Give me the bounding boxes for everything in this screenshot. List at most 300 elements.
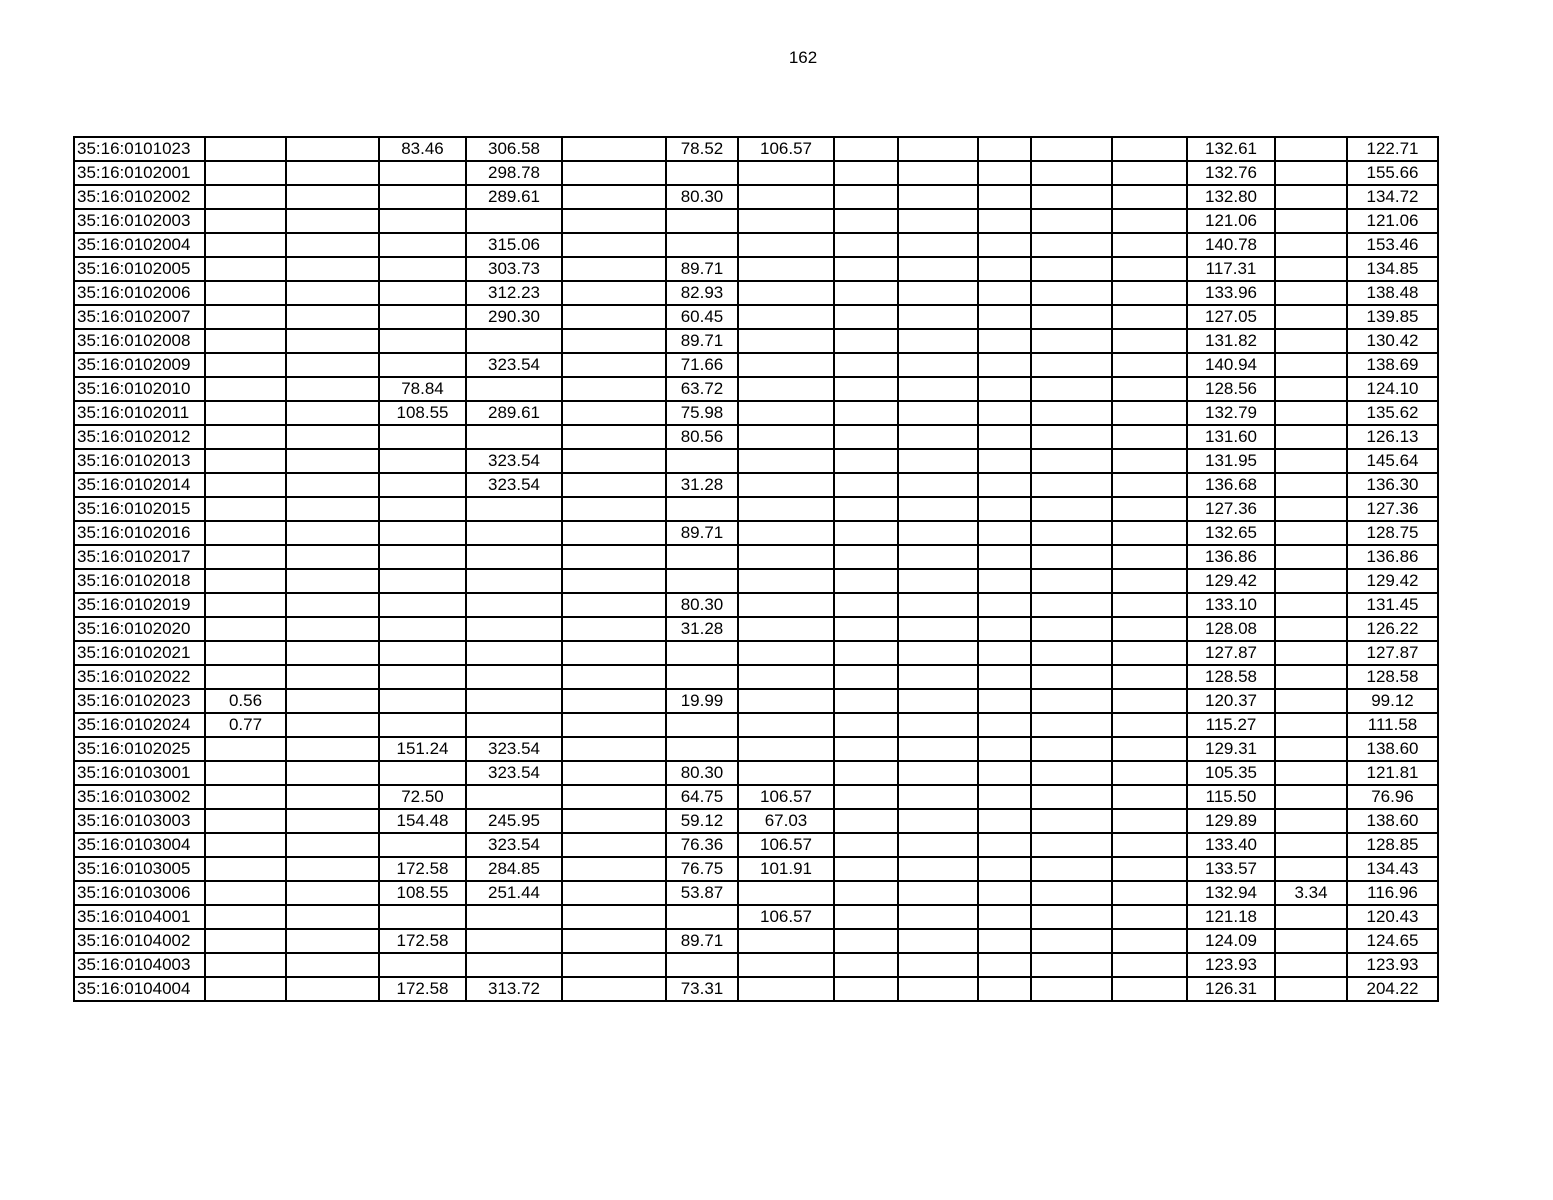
value-cell: 172.58	[379, 857, 466, 881]
value-cell	[1112, 521, 1187, 545]
value-cell: 3.34	[1275, 881, 1347, 905]
value-cell	[562, 641, 666, 665]
value-cell	[1031, 689, 1112, 713]
parcel-id-cell: 35:16:0102003	[74, 209, 205, 233]
table-row	[74, 617, 1438, 641]
parcel-id-cell: 35:16:0102018	[74, 569, 205, 593]
value-cell	[1275, 761, 1347, 785]
value-cell	[898, 929, 978, 953]
value-cell	[666, 737, 738, 761]
table-row	[74, 209, 1438, 233]
value-cell	[978, 833, 1031, 857]
value-cell: 60.45	[666, 305, 738, 329]
value-cell	[1275, 977, 1347, 1001]
value-cell	[738, 569, 834, 593]
value-cell: 124.65	[1347, 929, 1438, 953]
value-cell	[466, 425, 562, 449]
value-cell	[205, 809, 286, 833]
value-cell: 140.78	[1187, 233, 1275, 257]
value-cell	[379, 641, 466, 665]
table-row	[74, 281, 1438, 305]
table-row	[74, 905, 1438, 929]
value-cell	[379, 833, 466, 857]
value-cell: 323.54	[466, 353, 562, 377]
value-cell: 128.58	[1347, 665, 1438, 689]
value-cell	[978, 617, 1031, 641]
table-row	[74, 737, 1438, 761]
value-cell	[834, 329, 898, 353]
value-cell	[898, 449, 978, 473]
parcel-id-cell: 35:16:0102009	[74, 353, 205, 377]
value-cell: 121.18	[1187, 905, 1275, 929]
value-cell	[466, 617, 562, 641]
value-cell	[1031, 833, 1112, 857]
value-cell	[379, 713, 466, 737]
parcel-id-cell: 35:16:0104002	[74, 929, 205, 953]
value-cell	[1031, 449, 1112, 473]
value-cell	[1112, 305, 1187, 329]
parcel-id-cell: 35:16:0102014	[74, 473, 205, 497]
value-cell: 129.31	[1187, 737, 1275, 761]
value-cell	[466, 665, 562, 689]
value-cell	[1112, 137, 1187, 161]
value-cell	[562, 137, 666, 161]
value-cell	[978, 209, 1031, 233]
value-cell	[898, 785, 978, 809]
value-cell	[205, 593, 286, 617]
value-cell	[286, 833, 379, 857]
value-cell	[738, 953, 834, 977]
value-cell	[286, 257, 379, 281]
value-cell	[1275, 377, 1347, 401]
table-row	[74, 521, 1438, 545]
value-cell	[978, 953, 1031, 977]
value-cell	[978, 665, 1031, 689]
value-cell	[1112, 329, 1187, 353]
value-cell	[466, 785, 562, 809]
table-row	[74, 497, 1438, 521]
value-cell	[286, 857, 379, 881]
value-cell	[1275, 737, 1347, 761]
table-row	[74, 353, 1438, 377]
value-cell	[1275, 473, 1347, 497]
value-cell	[978, 473, 1031, 497]
value-cell	[738, 689, 834, 713]
value-cell: 315.06	[466, 233, 562, 257]
value-cell	[1275, 521, 1347, 545]
value-cell: 127.36	[1187, 497, 1275, 521]
value-cell	[286, 281, 379, 305]
parcel-id-cell: 35:16:0102005	[74, 257, 205, 281]
value-cell	[1031, 473, 1112, 497]
value-cell	[978, 737, 1031, 761]
value-cell: 76.75	[666, 857, 738, 881]
value-cell	[466, 593, 562, 617]
value-cell	[286, 545, 379, 569]
value-cell	[205, 977, 286, 1001]
value-cell	[834, 137, 898, 161]
value-cell	[286, 401, 379, 425]
value-cell	[562, 425, 666, 449]
value-cell	[1275, 209, 1347, 233]
value-cell	[1275, 425, 1347, 449]
value-cell	[379, 497, 466, 521]
value-cell	[978, 593, 1031, 617]
parcel-id-cell: 35:16:0102007	[74, 305, 205, 329]
value-cell: 131.45	[1347, 593, 1438, 617]
value-cell	[286, 425, 379, 449]
value-cell	[205, 401, 286, 425]
value-cell	[834, 377, 898, 401]
value-cell: 132.76	[1187, 161, 1275, 185]
value-cell	[286, 185, 379, 209]
value-cell: 111.58	[1347, 713, 1438, 737]
value-cell	[1275, 689, 1347, 713]
parcel-id-cell: 35:16:0102016	[74, 521, 205, 545]
value-cell: 123.93	[1347, 953, 1438, 977]
table-row	[74, 953, 1438, 977]
value-cell	[1031, 425, 1112, 449]
value-cell	[978, 185, 1031, 209]
value-cell	[286, 665, 379, 689]
value-cell	[834, 737, 898, 761]
parcel-id-cell: 35:16:0102008	[74, 329, 205, 353]
value-cell	[286, 593, 379, 617]
value-cell	[834, 425, 898, 449]
value-cell	[1275, 905, 1347, 929]
value-cell: 140.94	[1187, 353, 1275, 377]
value-cell	[898, 593, 978, 617]
value-cell: 89.71	[666, 329, 738, 353]
value-cell	[1112, 689, 1187, 713]
parcel-id-cell: 35:16:0103004	[74, 833, 205, 857]
value-cell	[1031, 257, 1112, 281]
value-cell	[466, 521, 562, 545]
value-cell	[1031, 329, 1112, 353]
value-cell	[205, 953, 286, 977]
value-cell	[466, 569, 562, 593]
value-cell	[834, 905, 898, 929]
parcel-id-cell: 35:16:0102012	[74, 425, 205, 449]
value-cell	[1112, 401, 1187, 425]
value-cell	[898, 761, 978, 785]
value-cell	[562, 497, 666, 521]
value-cell	[286, 905, 379, 929]
value-cell	[286, 953, 379, 977]
value-cell: 323.54	[466, 737, 562, 761]
value-cell: 313.72	[466, 977, 562, 1001]
value-cell: 108.55	[379, 881, 466, 905]
value-cell: 132.65	[1187, 521, 1275, 545]
value-cell	[834, 977, 898, 1001]
value-cell	[978, 881, 1031, 905]
value-cell	[562, 281, 666, 305]
value-cell	[562, 617, 666, 641]
value-cell	[1031, 857, 1112, 881]
value-cell	[1275, 953, 1347, 977]
value-cell	[1031, 593, 1112, 617]
value-cell	[978, 761, 1031, 785]
value-cell	[978, 305, 1031, 329]
value-cell	[834, 617, 898, 641]
value-cell	[738, 545, 834, 569]
value-cell: 120.37	[1187, 689, 1275, 713]
value-cell	[898, 833, 978, 857]
value-cell	[1275, 161, 1347, 185]
value-cell	[379, 449, 466, 473]
value-cell	[738, 209, 834, 233]
value-cell	[978, 785, 1031, 809]
table-row	[74, 857, 1438, 881]
value-cell: 117.31	[1187, 257, 1275, 281]
value-cell	[978, 521, 1031, 545]
parcel-id-cell: 35:16:0102023	[74, 689, 205, 713]
value-cell	[738, 353, 834, 377]
page-number: 162	[788, 48, 818, 67]
value-cell: 89.71	[666, 929, 738, 953]
value-cell: 312.23	[466, 281, 562, 305]
value-cell: 172.58	[379, 929, 466, 953]
value-cell	[834, 521, 898, 545]
value-cell	[1112, 737, 1187, 761]
table-body	[74, 137, 1438, 1001]
value-cell	[205, 881, 286, 905]
value-cell	[1275, 593, 1347, 617]
value-cell	[286, 233, 379, 257]
value-cell	[562, 353, 666, 377]
value-cell	[1112, 545, 1187, 569]
value-cell	[978, 425, 1031, 449]
value-cell	[1112, 425, 1187, 449]
value-cell	[834, 785, 898, 809]
value-cell	[466, 689, 562, 713]
value-cell	[286, 305, 379, 329]
value-cell	[978, 353, 1031, 377]
value-cell	[978, 689, 1031, 713]
value-cell: 72.50	[379, 785, 466, 809]
value-cell	[562, 953, 666, 977]
value-cell	[978, 569, 1031, 593]
value-cell: 138.48	[1347, 281, 1438, 305]
value-cell	[1275, 833, 1347, 857]
value-cell	[898, 617, 978, 641]
value-cell: 128.85	[1347, 833, 1438, 857]
value-cell	[738, 401, 834, 425]
table-row	[74, 665, 1438, 689]
value-cell	[379, 617, 466, 641]
value-cell	[738, 281, 834, 305]
value-cell	[1031, 977, 1112, 1001]
value-cell	[1112, 377, 1187, 401]
value-cell	[286, 785, 379, 809]
value-cell: 128.56	[1187, 377, 1275, 401]
parcel-id-cell: 35:16:0104001	[74, 905, 205, 929]
value-cell	[738, 377, 834, 401]
value-cell: 127.87	[1187, 641, 1275, 665]
value-cell	[205, 161, 286, 185]
value-cell: 0.77	[205, 713, 286, 737]
value-cell	[1275, 401, 1347, 425]
value-cell	[562, 713, 666, 737]
value-cell	[978, 161, 1031, 185]
value-cell: 289.61	[466, 185, 562, 209]
value-cell	[466, 905, 562, 929]
value-cell	[738, 713, 834, 737]
value-cell	[562, 881, 666, 905]
value-cell	[562, 761, 666, 785]
value-cell	[286, 689, 379, 713]
value-cell	[738, 761, 834, 785]
value-cell: 19.99	[666, 689, 738, 713]
value-cell	[834, 449, 898, 473]
value-cell	[1031, 713, 1112, 737]
value-cell	[205, 617, 286, 641]
table-row	[74, 473, 1438, 497]
value-cell: 135.62	[1347, 401, 1438, 425]
value-cell	[562, 929, 666, 953]
value-cell	[562, 689, 666, 713]
value-cell: 133.40	[1187, 833, 1275, 857]
value-cell	[738, 329, 834, 353]
value-cell: 204.22	[1347, 977, 1438, 1001]
value-cell	[286, 209, 379, 233]
value-cell	[466, 641, 562, 665]
value-cell	[286, 521, 379, 545]
value-cell	[1031, 281, 1112, 305]
value-cell	[379, 209, 466, 233]
value-cell	[286, 977, 379, 1001]
value-cell	[1112, 833, 1187, 857]
value-cell	[666, 209, 738, 233]
value-cell	[562, 521, 666, 545]
table-row	[74, 545, 1438, 569]
value-cell	[562, 185, 666, 209]
value-cell	[898, 665, 978, 689]
value-cell	[834, 473, 898, 497]
value-cell	[898, 401, 978, 425]
value-cell	[898, 521, 978, 545]
value-cell	[1275, 281, 1347, 305]
value-cell: 124.10	[1347, 377, 1438, 401]
value-cell	[834, 833, 898, 857]
value-cell	[898, 689, 978, 713]
value-cell	[562, 977, 666, 1001]
value-cell	[562, 233, 666, 257]
value-cell: 75.98	[666, 401, 738, 425]
value-cell	[1031, 377, 1112, 401]
value-cell	[286, 449, 379, 473]
value-cell	[1112, 617, 1187, 641]
table-row	[74, 809, 1438, 833]
value-cell: 138.60	[1347, 809, 1438, 833]
value-cell: 306.58	[466, 137, 562, 161]
value-cell: 129.42	[1347, 569, 1438, 593]
value-cell	[1112, 497, 1187, 521]
value-cell: 245.95	[466, 809, 562, 833]
value-cell	[1112, 761, 1187, 785]
value-cell	[834, 809, 898, 833]
table-row	[74, 833, 1438, 857]
value-cell: 136.68	[1187, 473, 1275, 497]
value-cell: 136.86	[1347, 545, 1438, 569]
value-cell	[205, 665, 286, 689]
table-row	[74, 593, 1438, 617]
table-row	[74, 137, 1438, 161]
value-cell	[1031, 881, 1112, 905]
value-cell	[205, 737, 286, 761]
value-cell: 0.56	[205, 689, 286, 713]
value-cell	[1275, 641, 1347, 665]
value-cell	[738, 737, 834, 761]
value-cell	[978, 857, 1031, 881]
value-cell	[205, 185, 286, 209]
value-cell: 289.61	[466, 401, 562, 425]
value-cell	[466, 329, 562, 353]
value-cell	[738, 977, 834, 1001]
value-cell	[1275, 569, 1347, 593]
parcel-id-cell: 35:16:0102020	[74, 617, 205, 641]
value-cell	[562, 665, 666, 689]
value-cell: 129.89	[1187, 809, 1275, 833]
value-cell	[1031, 209, 1112, 233]
value-cell	[738, 929, 834, 953]
value-cell	[379, 761, 466, 785]
value-cell	[1275, 185, 1347, 209]
value-cell	[1031, 905, 1112, 929]
value-cell	[834, 281, 898, 305]
value-cell	[205, 521, 286, 545]
table-row	[74, 161, 1438, 185]
value-cell	[205, 905, 286, 929]
value-cell: 89.71	[666, 257, 738, 281]
value-cell	[1031, 785, 1112, 809]
value-cell	[834, 857, 898, 881]
value-cell	[738, 641, 834, 665]
value-cell	[1275, 785, 1347, 809]
value-cell: 132.80	[1187, 185, 1275, 209]
value-cell	[898, 641, 978, 665]
value-cell	[978, 329, 1031, 353]
parcel-id-cell: 35:16:0102015	[74, 497, 205, 521]
value-cell: 133.57	[1187, 857, 1275, 881]
value-cell	[205, 353, 286, 377]
value-cell	[1112, 473, 1187, 497]
value-cell	[898, 425, 978, 449]
parcel-id-cell: 35:16:0103002	[74, 785, 205, 809]
value-cell: 120.43	[1347, 905, 1438, 929]
value-cell: 132.79	[1187, 401, 1275, 425]
value-cell	[1275, 233, 1347, 257]
value-cell	[834, 353, 898, 377]
value-cell: 67.03	[738, 809, 834, 833]
value-cell	[738, 665, 834, 689]
parcel-id-cell: 35:16:0102019	[74, 593, 205, 617]
value-cell	[978, 641, 1031, 665]
value-cell: 251.44	[466, 881, 562, 905]
value-cell	[286, 737, 379, 761]
value-cell	[738, 449, 834, 473]
value-cell	[205, 329, 286, 353]
value-cell	[562, 785, 666, 809]
value-cell	[379, 257, 466, 281]
value-cell	[738, 425, 834, 449]
value-cell	[1275, 857, 1347, 881]
value-cell: 64.75	[666, 785, 738, 809]
value-cell	[562, 593, 666, 617]
value-cell	[562, 737, 666, 761]
value-cell	[562, 161, 666, 185]
value-cell: 154.48	[379, 809, 466, 833]
